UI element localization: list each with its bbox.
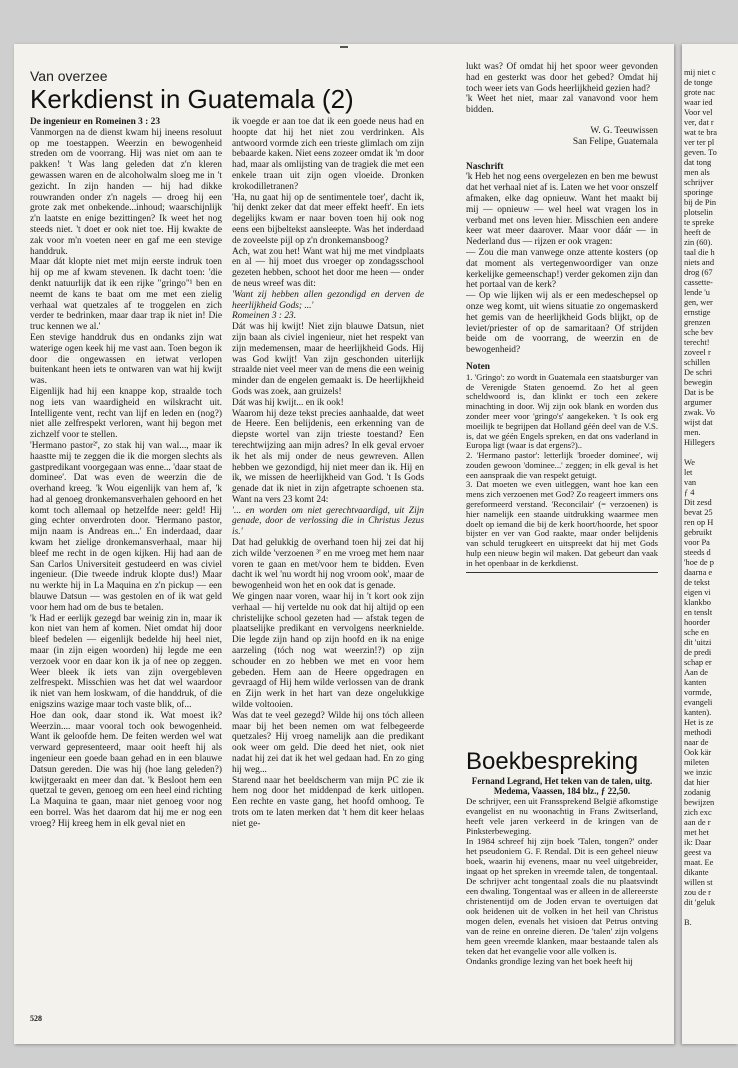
right-page-line: te spreke (684, 218, 714, 227)
note-item: 3. Dat moeten we even uitleggen, want hoe kan een mens zich verzoenen met God? Zo reageert immers ons gereformeerd verstand. 'Reconcilair' (= verzoenen) is hier namelijk een staande uitdrukking waarmee men doelt op iemand die bij de kerk hoort/hoorde, het spoor bijster en ver van God raakte, maar onder belijdenis van schuld terugkeert en uitspreekt dat hij met Gods hulp een nieuw begin wil maken. Dat gebeurt dan vaak in het openbaar in de kerkdienst. (466, 479, 658, 568)
section-label: Van overzee (30, 68, 108, 84)
right-page-line: zoveel r (684, 348, 711, 357)
right-page-line: ƒ 4 (684, 488, 695, 497)
right-page-line: aan de r (684, 818, 711, 827)
right-page-line: wat te bra (684, 128, 718, 137)
right-page-line: bewegin (684, 378, 713, 387)
paragraph: 'Hermano pastor²', zo stak hij van wal..., maar ik haastte mij te zeggen die ik die morgen slechts als gastpredikant voorgegaan was enne... 'daar staat de dominee'. Dat was even de weerzin die de overhand kreeg. 'k Wou eigenlijk van hem af, 'k had al genoeg dronkemansverhalen gehoord en het komt toch allemaal op hetzelfde neer: geld! Hij ging echter onverdroten door. 'Hermano pastor, mijn naam is Andreas en...' En inderdaad, daar kwam het zielige dronkemansverhaal, maar hij bleef me recht in de ogen kijken. Hij had aan de San Carlos Universiteit gestudeerd en was civiel ingenieur. (Die tweede indruk klopte dus!) Maar nu werkte hij in La Maquina en z'n pickup — een blauwe Datsun — was gestolen en of ik wat geld voor hem had om de bus te betalen. (30, 440, 222, 613)
right-page-line: van (684, 478, 697, 487)
article-title: Kerkdienst in Guatemala (2) (30, 84, 354, 114)
paragraph: Waarom hij deze tekst precies aanhaalde, dat weet de Heere. Een belijdenis, een erkenning van de diepste wortel van zijn trieste toestand? Een terechtwijzing aan mijn adres? In elk geval ervoer ik het als mij onder de neus gewreven. Allen hebben we gezondigd, hij niet meer dan ik. Hij en ik, we missen de heerlijkheid van God. 't Is Gods genade dat ik niet in zijn afgetrapte schoenen sta. Want na vers 23 komt 24: (232, 408, 424, 505)
review-paragraph: De schrijver, een uit Franssprekend België afkomstige evangelist en nu woonachtig in Frans Zwitserland, heeft vele jaren verkeerd in de kringen van de Pinksterbeweging. (466, 796, 658, 836)
right-page-line: De schri (684, 368, 713, 377)
right-page-line: sche bev (684, 328, 714, 337)
right-page-line: cassette- (684, 278, 713, 287)
right-page-line: grote nac (684, 88, 715, 97)
right-page-line: B. (684, 918, 692, 927)
right-page-line: We (684, 458, 695, 467)
right-page-line: mij niet c (684, 68, 716, 77)
naschrift-paragraph: 'k Heb het nog eens overgelezen en ben me bewust dat het verhaal niet af is. Laten we het voor onszelf afmaken, elke dag opnieuw. Want het maakt bij mij — opnieuw — wel heel wat vragen los in verband met ons leven hier. Misschien een andere keer wat meer daarover. Maar voor dáár — in Nederland dus — rijzen er ook vragen: (466, 172, 658, 248)
paragraph: We gingen naar voren, waar hij in 't kort ook zijn verhaal — hij vertelde nu ook dat hij altijd op een christelijke school gezeten had — afstak tegen de plaatselijke predikant en vervolgens neerknielde. Die legde zijn hand op zijn hoofd en ik na enige aarzeling (tóch nog wat weerzin!?) op zijn schouder en zo hebben we met en voor hem gebeden. Hem aan de Heere opgedragen en gevraagd of Hij hem wilde verlossen van de drank en Zijn werk in het hart van deze ongelukkige wilde voltooien. (232, 592, 424, 711)
right-page-line: Dit zesd (684, 498, 712, 507)
right-page-line: de predi (684, 648, 712, 657)
right-page-line: vormde, (684, 688, 712, 697)
right-page-line: sche en (684, 628, 709, 637)
right-page-line (684, 448, 738, 458)
right-page-line: ver, dat r (684, 118, 714, 127)
right-page-line: klankbo (684, 598, 711, 607)
paragraph: Hoe dan ook, daar stond ik. Wat moest ik? Weerzin.... maar vooral toch ook bewogenheid. Want ik geloofde hem. De feiten werden wel wat verward gepresenteerd, maar ooit heeft hij als ingenieur een goede baan gehad en in een blauwe Datsun gereden. Die was hij (hoe lang geleden?) kwijtgeraakt en meer dan dat. 'k Besloot hem een quetzal te geven, genoeg om een heel eind richting La Maquina te gaan, maar niet genoeg voor nog een borrel. Was het daarom dat hij me er nog een vroeg? Hij kreeg hem in elk geval niet en (30, 710, 222, 829)
right-page-line: willen st (684, 878, 713, 887)
right-page-line: taal die h (684, 248, 715, 257)
right-page-line: ver ter pl (684, 138, 715, 147)
right-page-line: maat. Ee (684, 858, 714, 867)
paragraph: Dat had gelukkig de overhand toen hij zei dat hij zich wilde 'verzoenen ³' en me vroeg met hem naar voren te gaan en met/voor hem te bidden. Even dacht ik wel 'nu wordt hij nog vroom ook', maar de bewogenheid won het en ook dat is genade. (232, 538, 424, 592)
right-page-line: gebruikt (684, 528, 712, 537)
paragraph: Dát was hij kwijt... en ik ook! (232, 397, 344, 408)
page-number: 528 (30, 1014, 42, 1023)
paragraph: 'k Weet het niet, maar zal vanavond voor hem bidden. (466, 94, 658, 116)
review-body (466, 796, 658, 966)
article-column-1 (30, 117, 222, 830)
right-page-line: naar de (684, 738, 709, 747)
right-page-line: men. (684, 428, 701, 437)
notes-rule (466, 572, 658, 573)
naschrift-heading: Naschrift (466, 161, 504, 172)
note-item: 1. 'Gringo': zo wordt in Guatemala een staatsburger van de Verenigde Staten genoemd. Zo het al geen scheldwoord is, dan klinkt er toch een zekere minachting in door. Wij zijn ook blank en worden dus zonder meer voor 'gringo's' aangekeken. 't Is ook erg moeilijk te begrijpen dat Holland géén deel van de V.S. is, dat we géén Engels spreken, en dat ons vaderland in Europa ligt (waar is dat ergens?).. (466, 371, 658, 451)
subheading: De ingenieur en Romeinen 3 : 23 (30, 117, 161, 127)
author-place: San Felipe, Guatemala (572, 136, 658, 147)
right-page-line: evangeli (684, 698, 713, 707)
naschrift-paragraph: — Zou die man vanwege onze attente kosters (op dat moment als vertegenwoordiger van onze kerkelijke gemeenschap!) verder gekomen zijn dan het portaal van de kerk? (466, 247, 658, 291)
right-page-line: daarna e (684, 568, 713, 577)
right-page-line: kanten). (684, 708, 712, 717)
right-page-line: met het (684, 828, 709, 837)
right-page-line: waar ied (684, 98, 713, 107)
right-page-line: zou de r (684, 888, 711, 897)
paragraph: ik voegde er aan toe dat ik een goede neus had en hoopte dat hij het niet zou verdrinken. Als antwoord vormde zich een trieste glimlach om zijn bebaarde kaken. Niet eens zozeer omdat ik 'm door had, maar als omlijsting van de tragiek die met een enkele traan uit zijn ogen vloeide. Dronken krokodilletranen? (232, 117, 424, 192)
right-page-line: bewijzen (684, 798, 715, 807)
right-page-line: ik: Daar (684, 838, 712, 847)
right-page-line: hoorder (684, 618, 711, 627)
right-page-line: zodanig (684, 788, 711, 797)
right-page-line: dikante (684, 868, 709, 877)
right-page-line: geest va (684, 848, 712, 857)
right-page-line: de tonge (684, 78, 713, 87)
paragraph: Eigenlijk had hij een knappe kop, straalde toch nog iets van waardigheid en wilskracht uit. Intelligente vent, recht van lijf en leden en (nog?) niet alle zelfrespekt verloren, want hij begon met zichzelf voor te stellen. (30, 386, 222, 441)
bible-quote: '... en worden om niet gerechtvaardigd, uit Zijn genade, door de verlossing die in Christus Jezus is.' (232, 505, 424, 538)
paragraph: Starend naar het beeldscherm van mijn PC zie ik hem nog door het middenpad de kerk uitlopen. Een rechte en vaste gang, het hoofd omhoog. Te trots om te laten merken dat 't hem dit keer helaas niet ge- (232, 775, 424, 829)
right-page-line (684, 908, 738, 918)
right-page-line: kanten (684, 678, 707, 687)
right-page-line: gen, wer (684, 298, 713, 307)
right-page-line: dit 'geluk (684, 898, 716, 907)
right-page-line: Ook kär (684, 748, 712, 757)
paragraph: Was dat te veel gezegd? Wilde hij ons tóch alleen maar bij het been nemen om wat felbegeerde quetzales? Hij vroeg namelijk aan die predikant ook weer om geld. Die deed het niet, ook niet nadat hij zei dat ik het wel gedaan had. En zo ging hij weg... (232, 710, 424, 775)
right-page (682, 44, 738, 1044)
right-page-line: zwak. Vo (684, 408, 715, 417)
right-page-line: drog (67 (684, 268, 713, 277)
review-book-info: Fernand Legrand, Het teken van de talen, uitg. Medema, Vaassen, 184 blz., ƒ 22,50. (471, 776, 653, 796)
right-page-line: Aan de (684, 668, 708, 677)
right-page-line: Voor vel (684, 108, 713, 117)
right-page-line: dit 'uitzi (684, 638, 712, 647)
right-page-line: zin (60). (684, 238, 713, 247)
right-page-line: men als (684, 168, 710, 177)
right-page-line: schrijver (684, 178, 714, 187)
right-page-line: we inzic (684, 768, 713, 777)
paragraph: lukt was? Of omdat hij het spoor weer gevonden had en gesterkt was door het gebed? Omdat hij toch weer iets van Gods heerlijkheid gezien had? (466, 62, 658, 94)
paragraph: Vanmorgen na de dienst kwam hij ineens resoluut op me toestappen. Weerzin en bewogenheid streden om de voorrang. Hij was niet om aan te pakken! 't Was lang geleden dat z'n kleren gewassen waren en de alcoholwalm sloeg me in 't gezicht. In zijn handen — hij had dikke rouwranden onder z'n nagels — droeg hij een grote zak met onbekende...inhoud; waarschijnlijk z'n laatste en enige bezittingen? Ik weet het nog steeds niet. 't doet er ook niet toe. Hij kwakte de zak voor m'n voeten neer en gaf me een stevige handdruk. (30, 127, 222, 257)
author-signature (466, 126, 658, 148)
article-column-3 (466, 62, 658, 573)
right-page-line: let (684, 468, 693, 477)
author-name: W. G. Teeuwissen (590, 125, 658, 136)
review-paragraph: In 1984 schreef hij zijn boek 'Talen, tongen?' onder het pseudoniem G. F. Rendal. Dit is een geheel nieuw boek, waarin hij evenens, maar nu veel uitgebreider, ingaat op het spreken in vreemde talen, de tongentaal. De schrijver acht tongentaal zoals die nu plaatsvindt een dwaling. Tongentaal was er alleen in de allereerste christenentijd om de Joden ervan te overtuigen dat ook heidenen uit de volken in het heil van Christus mogen delen, evenals het visioen dat Petrus ontving van de reine en onreine dieren. De 'talen' zijn volgens hem geen vreemde klanken, maar bestaande talen als teken dat het evangelie voor alle volken is. (466, 836, 658, 956)
naschrift-paragraph: — Op wie lijken wij als er een medeschepsel op onze weg komt, uit wiens situatie zo ongemaskerd het gemis van de heerlijkheid Gods blijkt, op de leviet/priester of op de samaritaan? Of strijden beide om de voorrang, de weerzin en de bewogenheid? (466, 291, 658, 356)
bible-quote: Romeinen 3 : 23. (232, 311, 297, 322)
right-page-line: schap er (684, 658, 712, 667)
right-page-line: methodi (684, 728, 712, 737)
right-page-line: bevat 25 (684, 508, 713, 517)
right-page-fragments (682, 44, 738, 928)
right-page-line: schillen (684, 358, 711, 367)
right-page-line: grenzen (684, 318, 711, 327)
right-page-line: lende 'u (684, 288, 710, 297)
right-page-line: voor Pa (684, 538, 710, 547)
bible-quote: 'Want zij hebben allen gezondigd en derven de heerlijkheid Gods; ...' (232, 289, 424, 311)
review-paragraph: Ondanks grondige lezing van het boek heeft hij (466, 956, 633, 966)
article-column-2 (232, 117, 424, 830)
right-page-line: zich exc (684, 808, 712, 817)
right-page-line: plotselin (684, 208, 713, 217)
right-page-line: en tenslt (684, 608, 713, 617)
fold-mark (340, 46, 348, 48)
right-page-line: dat tong (684, 158, 712, 167)
right-page-line: wijst dat (684, 418, 713, 427)
right-page-line: geven. To (684, 148, 717, 157)
paragraph: Een stevige handdruk dus en ondanks zijn wat waterige ogen keek hij me vast aan. Toen begon ik door die ongewassen en ietwat verlopen buitenkant heen iets te ontwaren van wat hij kwijt was. (30, 332, 222, 387)
notes-heading: Noten (466, 361, 490, 372)
right-page-line: terecht! (684, 338, 710, 347)
right-page-line: Hillegers (684, 438, 715, 447)
right-page-line: 'hoe de p (684, 558, 714, 567)
right-page-line: de tekst (684, 578, 710, 587)
right-page-line: Dat is be (684, 388, 714, 397)
right-page-line: dat hier (684, 778, 710, 787)
right-page-line: niets and (684, 258, 715, 267)
note-item: 2. 'Hermano pastor': letterlijk 'broeder dominee', wij zouden gewoon 'dominee...' zeggen; in elk geval is het een aanspraak die van respekt getuigt. (466, 450, 658, 480)
right-page-line: heeft de (684, 228, 711, 237)
paragraph: Dát was hij kwijt! Niet zijn blauwe Datsun, niet zijn baan als civiel ingenieur, niet het respekt van zijn medemensen, maar de heerlijkheid Gods. Hij was God kwijt! Van zijn geschonden uiterlijk straalde niet veel meer van de mens die een weinig minder dan de engelen gemaakt is. De heerlijkheid Gods was zoek, aan gruizels! (232, 322, 424, 397)
paragraph: 'k Had er eerlijk gezegd bar weinig zin in, maar ik kon niet van hem af komen. Niet omdat hij door bleef bedelen — eigenlijk bedelde hij heel niet, maar (in zijn eigen woorden) hij legde me een verzoek voor en daar kon ik ja of nee op zeggen. Weer bleek ik iets van zijn overgebleven zelfrespekt. Misschien was het dat wel waardoor ik niet van hem loskwam, of die handdruk, of die enigszins wazige maar toch vaste blik, of... (30, 613, 222, 711)
right-page-line: steeds d (684, 548, 711, 557)
right-page-line: argumer (684, 398, 712, 407)
right-page-line: Het is ze (684, 718, 714, 727)
right-page-line: eigen vi (684, 588, 711, 597)
right-page-line: ren op H (684, 518, 714, 527)
paragraph: Maar dát klopte niet met mijn eerste indruk toen hij op me af kwam stevenen. Ik dacht toen: 'die denkt natuurlijk dat ik een rijke "gringo"¹ ben en neemt de kans te baat om me met een zielig verhaal wat quetzales af te troggelen en zich verder te bedrinken, maar daar trap ik niet in! Die truc kennen we al.' (30, 257, 222, 333)
paragraph: 'Ha, nu gaat hij op de sentimentele toer', dacht ik, 'hij denkt zeker dat dat meer effekt heeft'. En iets degelijks kwam er naar boven toen hij ook nog eens een bijbeltekst aansleepte. Was het inderdaad de zoveelste pijl op z'n dronkemansboog? (232, 192, 424, 246)
notes-body (466, 373, 658, 569)
paragraph: Ach, wat zou het! Want wat hij me met vindplaats en al — hij moet dus vroeger op zondagsschool gezeten hebben, schoot het door me heen — onder de neus wreef was dit: (232, 246, 424, 289)
naschrift-body (466, 172, 658, 356)
book-review (466, 776, 658, 966)
review-title: Boekbespreking (466, 748, 639, 775)
right-page-line: ernstige (684, 308, 711, 317)
right-page-line: bij de Pin (684, 198, 717, 207)
right-page-line: mileten (684, 758, 710, 767)
right-page-line: sporinge (684, 188, 713, 197)
